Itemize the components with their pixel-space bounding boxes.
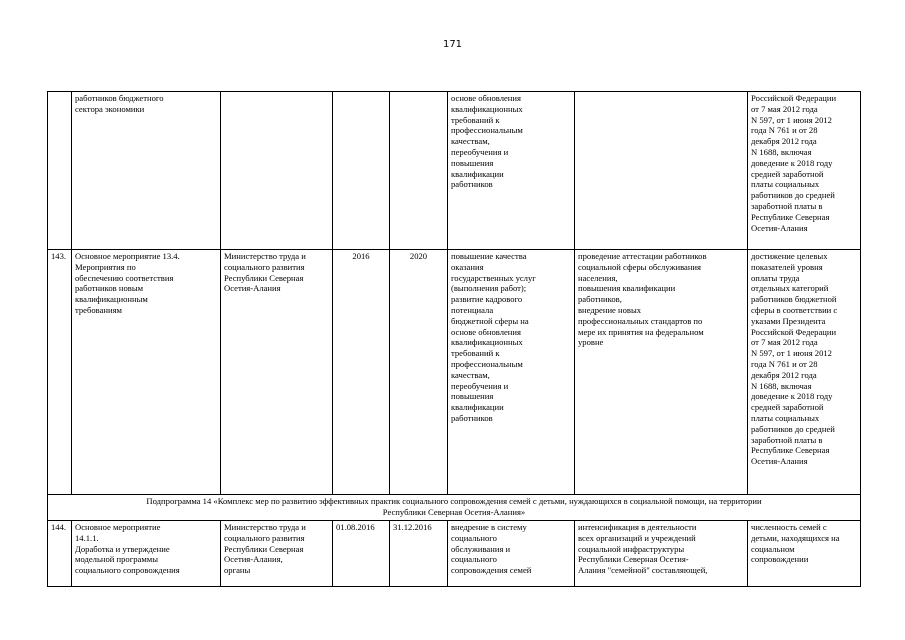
consequences-cell: проведение аттестации работников социальной сферы обслуживания населения, повышения квалификации работников, внедрение новых профессиональных стандартов по мере их принятия на федеральном уровне xyxy=(575,250,748,495)
measure-cell: Основное мероприятие 13.4. Мероприятия по обеспечению соответствия работников новым квалификационным требованиям xyxy=(72,250,221,495)
result-cell: основе обновления квалификационных требований к профессиональным качествам, переобучения и повышения квалификации работников xyxy=(448,92,575,250)
end-cell xyxy=(390,92,448,250)
row-number-cell: 143. xyxy=(48,250,72,495)
executor-cell xyxy=(221,92,333,250)
start-cell: 2016 xyxy=(333,250,390,495)
table-row xyxy=(48,521,861,587)
table-row xyxy=(48,250,861,495)
consequences-cell: интенсификация в деятельности всех организаций и учреждений социальной инфраструктуры Республики Северная Осетия- Алания "семейной" составляющей, xyxy=(575,521,748,587)
result-cell: внедрение в систему социального обслуживания и социального сопровождения семей xyxy=(448,521,575,587)
end-cell: 2020 xyxy=(390,250,448,495)
executor-cell: Министерство труда и социального развития Республики Северная Осетия-Алания, органы xyxy=(221,521,333,587)
row-number-cell: 144. xyxy=(48,521,72,587)
end-cell: 31.12.2016 xyxy=(390,521,448,587)
link-cell: численность семей с детьми, находящихся на социальном сопровождении xyxy=(748,521,861,587)
measures-table xyxy=(47,91,861,587)
link-cell: Российской Федерации от 7 мая 2012 года N 597, от 1 июня 2012 года N 761 и от 28 декабря 2012 года N 1688, включая доведение к 2018 году средней заработной платы социальных работников до средней заработной платы в Республике Северная Осетия-Алания xyxy=(748,92,861,250)
measure-cell: Основное мероприятие 14.1.1. Доработка и утверждение модельной программы социального сопровождения xyxy=(72,521,221,587)
measure-cell: работников бюджетного сектора экономики xyxy=(72,92,221,250)
page-number: 171 xyxy=(442,39,463,50)
result-cell: повышение качества оказания государственных услуг (выполнения работ); развитие кадрового потенциала бюджетной сферы на основе обновления квалификационных требований к профессиональным качествам, переобучения и повышения квалификации работников xyxy=(448,250,575,495)
link-cell: достижение целевых показателей уровня оплаты труда отдельных категорий работников бюджетной сферы в соответствии с указами Президента Российской Федерации от 7 мая 2012 года N 597, от 1 июня 2012 года N 761 и от 28 декабря 2012 года N 1688, включая доведение к 2018 году средней заработной платы социальных работников до средней заработной платы в Республике Северная Осетия-Алания xyxy=(748,250,861,495)
consequences-cell xyxy=(575,92,748,250)
start-cell: 01.08.2016 xyxy=(333,521,390,587)
subprogram-row xyxy=(48,495,861,521)
subprogram-heading: Подпрограмма 14 «Комплекс мер по развитию эффективных практик социального сопровождения семей с детьми, нуждающихся в социальной помощи, на территории Республики Северная Осетия-Алания» xyxy=(48,495,861,521)
table-row xyxy=(48,92,861,250)
executor-cell: Министерство труда и социального развития Республики Северная Осетия-Алания xyxy=(221,250,333,495)
start-cell xyxy=(333,92,390,250)
row-number-cell xyxy=(48,92,72,250)
